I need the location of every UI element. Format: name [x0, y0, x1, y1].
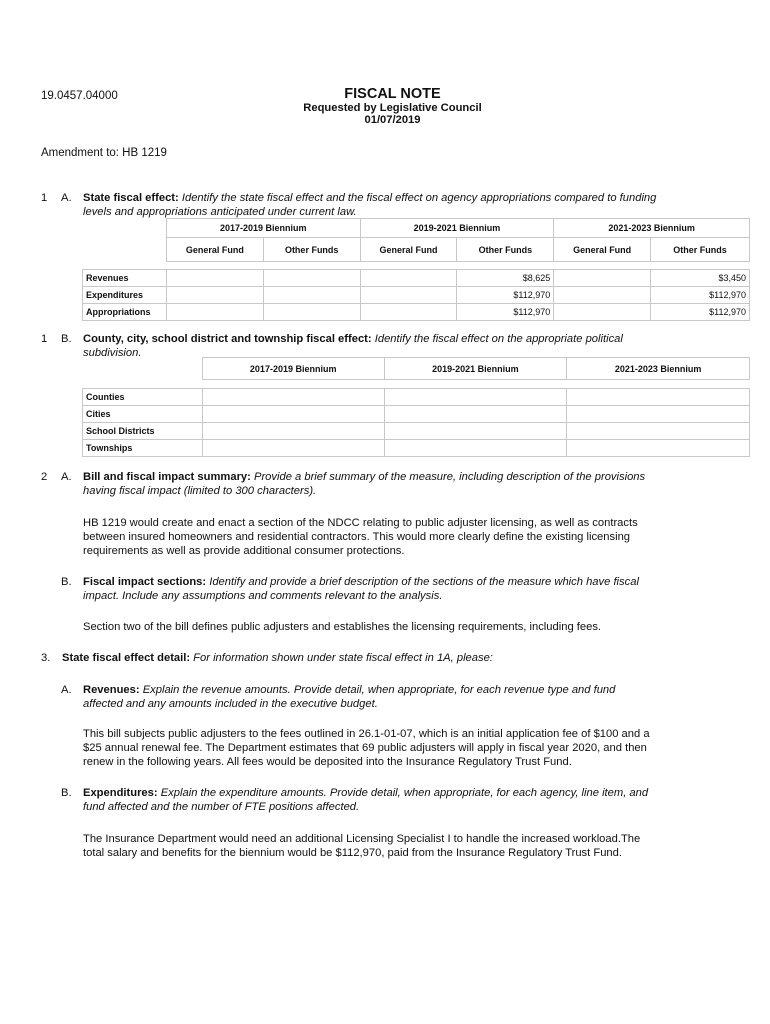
biennium-header: 2017-2019 Biennium	[166, 219, 360, 238]
table-cell	[360, 270, 457, 287]
section-1b-instruction-2: subdivision.	[83, 347, 142, 359]
section-2b-instruction-1: Identify and provide a brief description of the sections of the measure which have fiscal	[206, 576, 639, 588]
section-1a-number: 1	[41, 192, 48, 204]
section-1a-instruction-1: Identify the state fiscal effect and the fiscal effect on agency appropriations compared to funding	[178, 192, 657, 204]
section-3b-instruction-1: Explain the expenditure amounts. Provide detail, when appropriate, for each agency, line item, and	[157, 787, 649, 799]
section-2b-body	[83, 620, 753, 634]
body-line: between insured homeowners and residential contractors. This would more clearly define the existing licensing	[83, 531, 631, 543]
table-cell	[384, 440, 567, 457]
section-1b-letter: B.	[61, 333, 72, 345]
body-line: requirements as well as provide additional consumer protections.	[83, 545, 405, 557]
table-row	[83, 406, 750, 423]
section-3b-heading	[83, 786, 753, 814]
table-cell	[360, 287, 457, 304]
section-3-number: 3.	[41, 652, 51, 664]
section-3a-heading	[83, 683, 753, 711]
table-cell	[202, 440, 384, 457]
table-cell	[384, 389, 567, 406]
section-2b-instruction-2: impact. Include any assumptions and comments relevant to the analysis.	[83, 590, 443, 602]
biennium-header: 2019-2021 Biennium	[360, 219, 554, 238]
section-3a-instruction-2: affected and any amounts included in the executive budget.	[83, 698, 378, 710]
fund-header: General Fund	[166, 238, 263, 262]
table-row	[83, 287, 750, 304]
row-label: School Districts	[83, 423, 203, 440]
table-cell	[202, 406, 384, 423]
section-3a-bold: Revenues:	[83, 684, 140, 696]
body-line: This bill subjects public adjusters to the fees outlined in 26.1-01-07, which is an initial application fee of $100 and a	[83, 728, 650, 740]
table-cell	[166, 270, 263, 287]
row-label: Townships	[83, 440, 203, 457]
fund-header: Other Funds	[457, 238, 554, 262]
section-3b-body	[83, 832, 753, 860]
table-cell: $112,970	[651, 287, 750, 304]
fund-header: General Fund	[360, 238, 457, 262]
section-1b-number: 1	[41, 333, 48, 345]
section-3b-instruction-2: fund affected and the number of FTE positions affected.	[83, 801, 360, 813]
biennium-header: 2017-2019 Biennium	[202, 358, 384, 380]
table-cell	[202, 389, 384, 406]
body-line: renew in the following years. All fees would be deposited into the Insurance Regulatory Trust Fund.	[83, 756, 572, 768]
requested-by: Requested by Legislative Council	[303, 102, 482, 114]
section-3a-letter: A.	[61, 684, 72, 696]
amendment-line: Amendment to: HB 1219	[41, 147, 167, 159]
section-1a-letter: A.	[61, 192, 72, 204]
section-1a-heading	[83, 191, 753, 219]
table-cell	[263, 270, 360, 287]
section-3b-letter: B.	[61, 787, 72, 799]
section-2a-body	[83, 516, 753, 558]
table-cell	[554, 270, 651, 287]
table-cell	[263, 287, 360, 304]
row-label: Appropriations	[83, 304, 167, 321]
table-cell: $3,450	[651, 270, 750, 287]
section-1b-heading	[83, 332, 753, 360]
body-line: HB 1219 would create and enact a section of the NDCC relating to public adjuster licensing, as well as contracts	[83, 517, 638, 529]
body-line: The Insurance Department would need an additional Licensing Specialist I to handle the increased workload.The	[83, 833, 641, 845]
table-row	[83, 423, 750, 440]
document-id: 19.0457.04000	[41, 90, 118, 102]
fund-header: General Fund	[554, 238, 651, 262]
table-row	[83, 389, 750, 406]
table-row	[83, 270, 750, 287]
body-line: $25 annual renewal fee. The Department estimates that 69 public adjusters will apply in fiscal year 2020, and then	[83, 742, 647, 754]
section-1b-instruction-1: Identify the fiscal effect on the appropriate political	[371, 333, 623, 345]
table-cell	[567, 389, 750, 406]
table-cell	[567, 440, 750, 457]
section-1b-bold: County, city, school district and township fiscal effect:	[83, 333, 372, 345]
table-cell	[360, 304, 457, 321]
section-2a-letter: A.	[61, 471, 72, 483]
section-2a-instruction-2: having fiscal impact (limited to 300 characters).	[83, 485, 317, 497]
biennium-header: 2019-2021 Biennium	[384, 358, 567, 380]
table-cell	[263, 304, 360, 321]
section-3-heading	[62, 651, 752, 665]
section-3a-body	[83, 727, 753, 769]
body-line: Section two of the bill defines public adjusters and establishes the licensing requirements, including fees.	[83, 621, 602, 633]
section-2a-number: 2	[41, 471, 48, 483]
section-1a-bold: State fiscal effect:	[83, 192, 179, 204]
row-label: Expenditures	[83, 287, 167, 304]
section-3-instruction: For information shown under state fiscal effect in 1A, please:	[190, 652, 493, 664]
section-2a-bold: Bill and fiscal impact summary:	[83, 471, 251, 483]
table-cell: $112,970	[651, 304, 750, 321]
row-label: Revenues	[83, 270, 167, 287]
table-cell	[166, 287, 263, 304]
table-cell	[554, 304, 651, 321]
section-2b-bold: Fiscal impact sections:	[83, 576, 207, 588]
fund-header: Other Funds	[263, 238, 360, 262]
section-1a-instruction-2: levels and appropriations anticipated under current law.	[83, 206, 357, 218]
row-label: Cities	[83, 406, 203, 423]
row-label: Counties	[83, 389, 203, 406]
section-2a-heading	[83, 470, 753, 498]
table-cell	[567, 406, 750, 423]
table-cell	[567, 423, 750, 440]
table-cell	[384, 423, 567, 440]
table-row	[83, 440, 750, 457]
table-cell	[554, 287, 651, 304]
section-3-bold: State fiscal effect detail:	[62, 652, 191, 664]
biennium-header: 2021-2023 Biennium	[567, 358, 750, 380]
state-fiscal-effect-table	[82, 218, 750, 321]
title-block	[0, 86, 770, 126]
table-cell: $112,970	[457, 287, 554, 304]
table-cell: $8,625	[457, 270, 554, 287]
date: 01/07/2019	[364, 114, 421, 126]
table-cell: $112,970	[457, 304, 554, 321]
table-cell	[384, 406, 567, 423]
biennium-header: 2021-2023 Biennium	[554, 219, 750, 238]
section-2b-heading	[83, 575, 753, 603]
table-row	[83, 304, 750, 321]
section-3a-instruction-1: Explain the revenue amounts. Provide detail, when appropriate, for each revenue type and fund	[139, 684, 616, 696]
table-cell	[166, 304, 263, 321]
section-2a-instruction-1: Provide a brief summary of the measure, including description of the provisions	[250, 471, 646, 483]
local-fiscal-effect-table	[82, 357, 750, 457]
table-cell	[202, 423, 384, 440]
fund-header: Other Funds	[651, 238, 750, 262]
section-2b-letter: B.	[61, 576, 72, 588]
section-3b-bold: Expenditures:	[83, 787, 158, 799]
body-line: total salary and benefits for the biennium would be $112,970, paid from the Insurance Regulatory Trust Fund.	[83, 847, 622, 859]
page-title: FISCAL NOTE	[344, 86, 441, 102]
